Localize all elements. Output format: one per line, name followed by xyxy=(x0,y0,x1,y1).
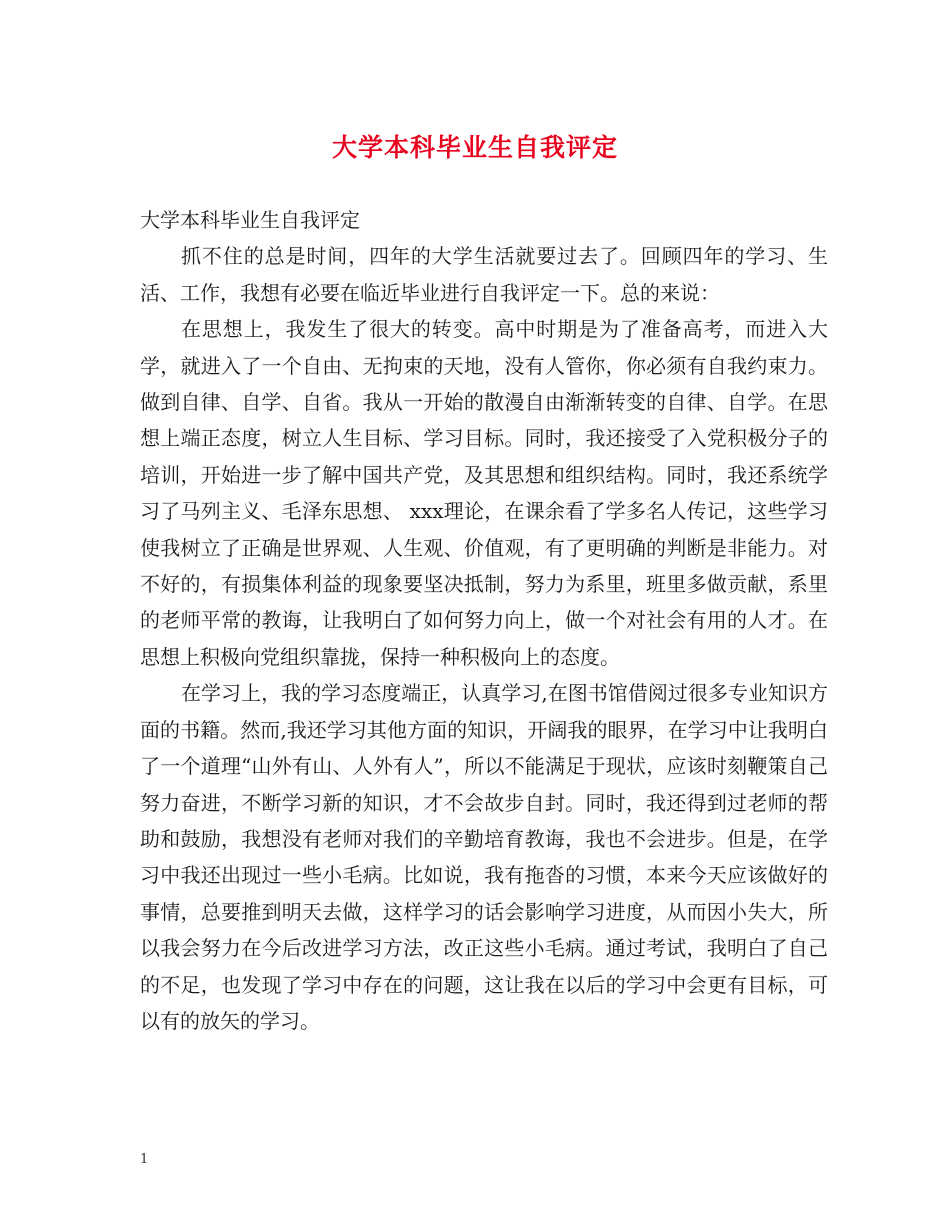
paragraph-study: 在学习上，我的学习态度端正，认真学习,在图书馆借阅过很多专业知识方面的书籍。然而,我还学习其他方面的知识，开阔我的眼界，在学习中让我明白了一个道理“山外有山、人外有人”，所以不能满足于现状，应该时刻鞭策自己努力奋进，不断学习新的知识，才不会故步自封。同时，我还得到过老师的帮助和鼓励，我想没有老师对我们的辛勤培育教诲，我也不会进步。但是，在学习中我还出现过一些小毛病。比如说，我有拖沓的习惯，本来今天应该做好的事情，总要推到明天去做，这样学习的话会影响学习进度，从而因小失大，所以我会努力在今后改进学习方法，改正这些小毛病。通过考试，我明白了自己的不足，也发现了学习中存在的问题，这让我在以后的学习中会更有目标，可以有的放矢的学习。 xyxy=(140,681,828,1033)
page-number: 1 xyxy=(140,1152,149,1167)
document-body xyxy=(140,202,828,1039)
document-subtitle: 大学本科毕业生自我评定 xyxy=(140,208,360,232)
paragraph-intro: 抓不住的总是时间，四年的大学生活就要过去了。回顾四年的学习、生活、工作，我想有必要在临近毕业进行自我评定一下。总的来说： xyxy=(140,244,828,305)
paragraph-thought: 在思想上，我发生了很大的转变。高中时期是为了准备高考，而进入大学，就进入了一个自由、无拘束的天地，没有人管你，你必须有自我约束力。做到自律、自学、自省。我从一开始的散漫自由渐渐转变的自律、自学。在思想上端正态度，树立人生目标、学习目标。同时，我还接受了入党积极分子的培训，开始进一步了解中国共产党，及其思想和组织结构。同时，我还系统学习了马列主义、毛泽东思想、 xxx理论，在课余看了学多名人传记，这些学习使我树立了正确是世界观、人生观、价值观，有了更明确的判断是非能力。对不好的，有损集体利益的现象要坚决抵制，努力为系里，班里多做贡献，系里的老师平常的教诲，让我明白了如何努力向上，做一个对社会有用的人才。在思想上积极向党组织靠拢，保持一种积极向上的态度。 xyxy=(140,317,828,669)
document-title: 大学本科毕业生自我评定 xyxy=(331,133,618,162)
